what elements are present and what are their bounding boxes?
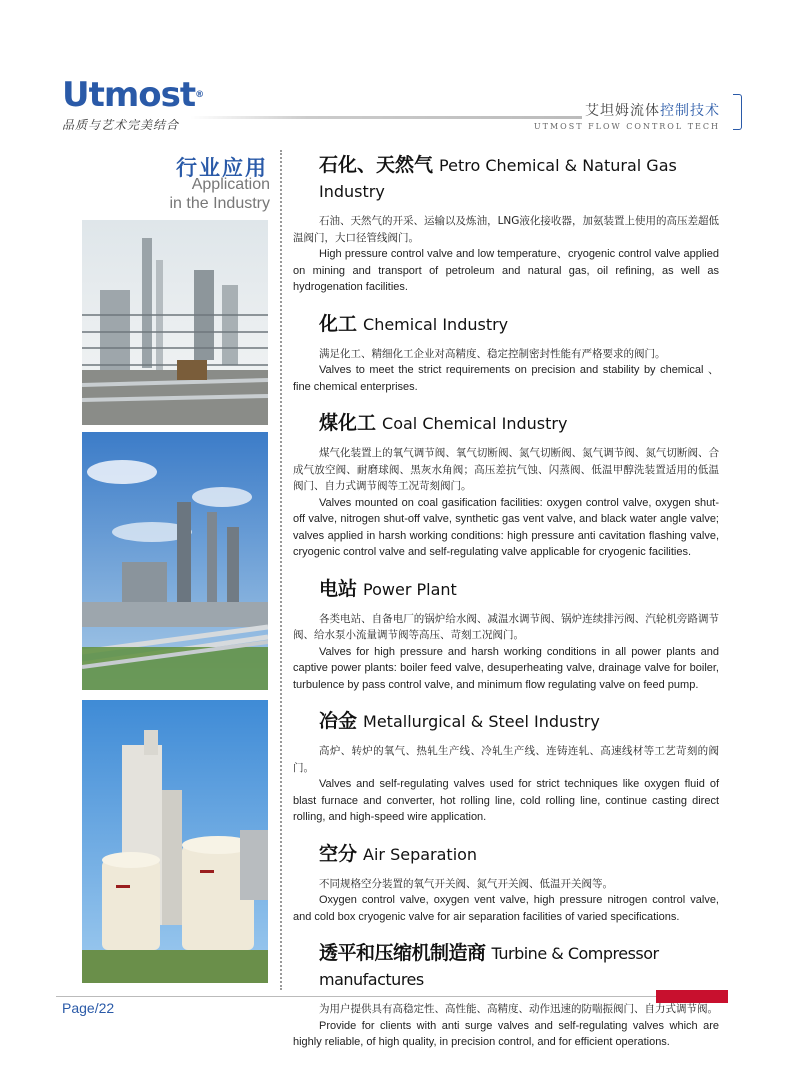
- section-text-cn: 煤气化装置上的氧气调节阀、氧气切断阀、氮气切断阀、氮气调节阀、氮气切断阀、合成气放空阀、耐磨球阀、黑灰水角阀；高压差抗气蚀、闪蒸阀、低温甲醇洗装置适用的低温阀门、自力式调节阀等工况苛刻阀门。: [293, 447, 719, 492]
- section-text-en: Valves mounted on coal gasification facilities: oxygen control valve, oxygen shut-off valve, nitrogen shut-off valve, synthetic gas vent valve, and black water angle valve; valves applied in harsh working conditions: high pressure anti cavitation flashing valve, cryogenic control valve and self-regulating valve applicable for cryogenic facilities.: [293, 496, 719, 558]
- header-rule: [190, 116, 582, 119]
- company-name-cn: 艾坦姆流体控制技术: [585, 103, 720, 119]
- utmost-logo: [62, 75, 204, 133]
- photo-power-plant: [82, 432, 268, 690]
- page-number: Page/22: [62, 1000, 115, 1016]
- logo-tagline: 品质与艺术完美结合: [62, 118, 180, 132]
- section-text-cn: 各类电站、自备电厂的锅炉给水阀、减温水调节阀、锅炉连续排污阀、汽轮机旁路调节阀、给水泵小流量调节阀等高压、苛刻工况阀门。: [293, 612, 719, 641]
- section-text-en: Valves for high pressure and harsh working conditions in all power plants and captive power plants: boiler feed valve, desuperheating valve, drainage valve for boiler, turbulence by pass control valve, and minimum flow regulating valve on feed pump.: [293, 645, 719, 691]
- header-bracket: [733, 94, 742, 130]
- section-title-en: Application in the Industry: [169, 176, 270, 212]
- section-power-plant: [293, 576, 719, 694]
- column-divider: [280, 150, 282, 990]
- section-text-en: Valves and self-regulating valves used for strict techniques like oxygen fluid of blast furnace and converter, hot rolling line, cold rolling line, continue casting direct rolling, and high-speed wire application.: [293, 778, 719, 823]
- section-heading: 空分 Air Separation: [319, 842, 478, 865]
- section-text-en: High pressure control valve and low temperature、cryogenic control valve applied on mining and transport of petroleum and natural gas, oil refining, as well as hydrogenation facilities.: [293, 248, 719, 293]
- industry-sections: [293, 152, 719, 1066]
- section-heading: 电站 Power Plant: [319, 577, 457, 600]
- section-text-cn: 石油、天然气的开采、运输以及炼油，LNG液化接收器，加氨装置上使用的高压差超低温阀门，大口径管线阀门。: [293, 215, 719, 244]
- section-text-en: Valves to meet the strict requirements on precision and stability by chemical 、fine chemical enterprises.: [293, 364, 719, 393]
- section-petro-chemical: [293, 152, 719, 296]
- section-metallurgical: [293, 708, 719, 826]
- footer-rule: [56, 996, 728, 997]
- photo-petrochemical-plant: [82, 220, 268, 425]
- photo-air-separation: [82, 700, 268, 983]
- section-heading: 煤化工 Coal Chemical Industry: [319, 412, 568, 434]
- section-text-cn: 为用户提供具有高稳定性、高性能、高精度、动作迅速的防喘振阀门、自力式调节阀。: [319, 1003, 718, 1015]
- section-text-en: Provide for clients with anti surge valves and self-regulating valves which are highly reliable, of high quality, in precision control, and for efficient operations.: [293, 1019, 719, 1048]
- section-coal-chemical: [293, 410, 719, 561]
- logo-wordmark: Utmost®: [62, 75, 204, 115]
- company-name: [534, 100, 720, 131]
- section-text-en: Oxygen control valve, oxygen vent valve, high pressure nitrogen control valve, and cold box cryogenic valve for air separation facilities of varied specifications.: [293, 894, 719, 923]
- section-heading: 化工 Chemical Industry: [319, 312, 509, 335]
- section-text-cn: 高炉、转炉的氧气、热轧生产线、冷轧生产线、连铸连轧、高速线材等工艺苛刻的阀门。: [293, 745, 719, 774]
- section-text-cn: 满足化工、精细化工企业对高精度、稳定控制密封性能有严格要求的阀门。: [319, 347, 666, 360]
- company-name-en: UTMOST FLOW CONTROL TECH: [533, 122, 720, 131]
- section-title-cn: 行业应用: [176, 156, 268, 180]
- section-heading: 透平和压缩机制造商 Turbine & Compressor manufactures: [319, 942, 659, 989]
- section-heading: 石化、天然气 Petro Chemical & Natural Gas Industry: [319, 154, 677, 201]
- footer-accent-bar: [656, 990, 728, 1003]
- section-air-separation: [293, 841, 719, 926]
- section-heading: 冶金 Metallurgical & Steel Industry: [319, 710, 600, 732]
- section-chemical: [293, 311, 719, 396]
- section-text-cn: 不同规格空分装置的氧气开关阀、氮气开关阀、低温开关阀等。: [319, 877, 613, 890]
